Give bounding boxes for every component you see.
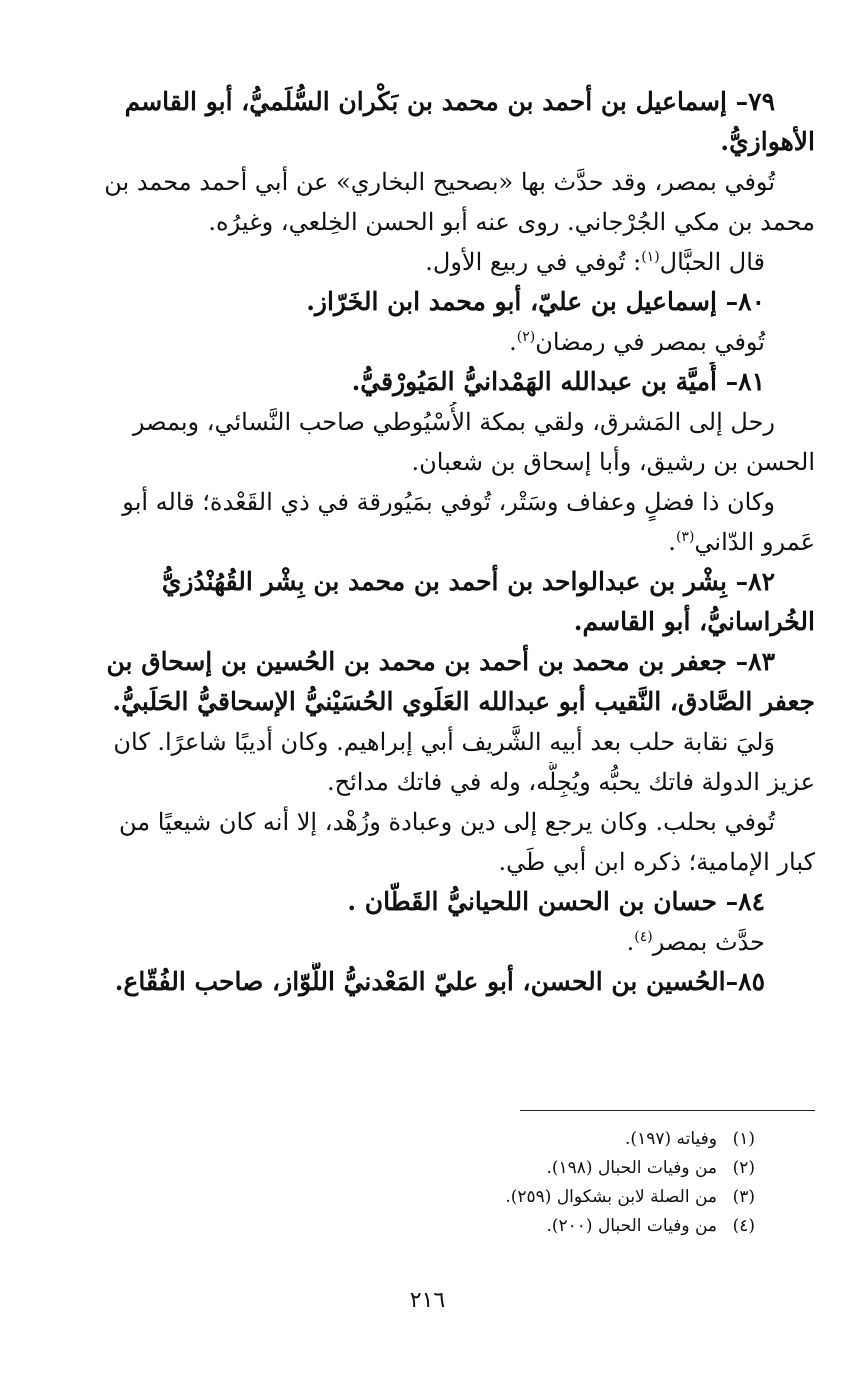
footnote-3 bbox=[40, 1183, 815, 1212]
footnote-ref-2: (٢) bbox=[516, 329, 536, 345]
entry-80-text bbox=[40, 322, 815, 362]
entry-79-text-line2: محمد بن مكي الجُرْجاني. روى عنه أبو الحسن الخِلعي، وغيرُه. bbox=[208, 208, 815, 236]
page-number: ٢١٦ bbox=[409, 1288, 446, 1313]
entry-84-text-part-a: حدَّث بمصر bbox=[652, 928, 765, 956]
entry-83-text-line4: كبار الإمامية؛ ذكره ابن أبي طَي. bbox=[498, 848, 815, 876]
entry-81-text-part-a: عَمرو الدّاني bbox=[694, 528, 815, 556]
footnote-number: (١) bbox=[732, 1129, 755, 1149]
footnote-text: من الصلة لابن بشكوال (٢٥٩). bbox=[505, 1187, 717, 1207]
entry-84-text bbox=[40, 922, 815, 962]
entry-79-text-part-a: قال الحبَّال bbox=[659, 248, 765, 276]
entry-85-heading: ٨٥–الحُسين بن الحسن، أبو عليّ المَعْدنيُّ اللَّوّاز، صاحب الفُقّاع. bbox=[114, 967, 765, 996]
footnote-number: (٣) bbox=[732, 1187, 755, 1207]
footnote-ref-4: (٤) bbox=[634, 929, 653, 945]
entry-80-heading: ٨٠– إسماعيل بن عليّ، أبو محمد ابن الخَرّاز. bbox=[306, 287, 765, 316]
entry-79-heading-line1: ٧٩– إسماعيل بن أحمد بن محمد بن بَكْران السُّلَميُّ، أبو القاسم bbox=[124, 87, 775, 116]
footnote-text: وفياته (١٩٧). bbox=[625, 1129, 717, 1149]
entry-80-text-part-a: تُوفي بمصر في رمضان bbox=[535, 328, 765, 356]
entry-81-text-line4 bbox=[40, 522, 815, 562]
footnote-text: من وفيات الحبال (٢٠٠). bbox=[546, 1216, 717, 1236]
entry-84-text-part-b: . bbox=[626, 928, 635, 956]
entry-81-text-line1: رحل إلى المَشرق، ولقي بمكة الأُسْيُوطي صاحب النَّسائي، وبمصر bbox=[132, 408, 775, 436]
entry-82-heading-line1: ٨٢– بِشْر بن عبدالواحد بن أحمد بن محمد بن بِشْر القُهُنْدُزيُّ bbox=[161, 567, 775, 596]
footnote-ref-1: (١) bbox=[641, 249, 660, 265]
entry-79-heading-line2: الأهوازيُّ. bbox=[720, 127, 815, 156]
footnote-4 bbox=[40, 1212, 815, 1241]
entry-83-text-line3: تُوفي بحلب. وكان يرجع إلى دين وعبادة وزُهْد، إلا أنه كان شيعيًا من bbox=[119, 808, 775, 836]
footnote-divider bbox=[520, 1110, 815, 1111]
entry-81-text-line2: الحسن بن رشيق، وأبا إسحاق بن شعبان. bbox=[411, 448, 815, 476]
entry-83-heading-line1: ٨٣– جعفر بن محمد بن أحمد بن محمد بن الحُسين بن إسحاق بن bbox=[106, 647, 775, 676]
entry-83-text-line2: عزيز الدولة فاتك يحبُّه ويُجِلُّه، وله في فاتك مدائح. bbox=[326, 768, 815, 796]
footnote-number: (٢) bbox=[732, 1158, 755, 1178]
entry-84-heading: ٨٤– حسان بن الحسن اللحيانيُّ القَطّان . bbox=[347, 887, 765, 916]
entry-81-text-line3: وكان ذا فضلٍ وعفاف وسَتْر، تُوفي بمَيُورقة في ذي القَعْدة؛ قاله أبو bbox=[122, 488, 775, 516]
entry-83-heading-line2: جعفر الصَّادق، النَّقيب أبو عبدالله العَلَوي الحُسَيْنيُّ الإسحاقيُّ الحَلَبيُّ. bbox=[112, 687, 815, 716]
footnotes-section bbox=[40, 1110, 815, 1241]
footnote-number: (٤) bbox=[732, 1216, 755, 1236]
footnote-text: من وفيات الحبال (١٩٨). bbox=[546, 1158, 717, 1178]
entry-83-text-line1: وَليَ نقابة حلب بعد أبيه الشَّريف أبي إبراهيم. وكان أديبًا شاعرًا. كان bbox=[113, 728, 775, 756]
footnote-1 bbox=[40, 1125, 815, 1154]
entry-81-text-part-b: . bbox=[668, 528, 676, 556]
entry-79-text-line3 bbox=[40, 242, 815, 282]
footnote-ref-3: (٣) bbox=[675, 529, 695, 545]
footnote-2 bbox=[40, 1154, 815, 1183]
entry-79-text-part-b: : تُوفي في ربيع الأول. bbox=[425, 248, 642, 276]
entry-79-text-line1: تُوفي بمصر، وقد حدَّث بها «بصحيح البخاري» عن أبي أحمد محمد بن bbox=[104, 168, 775, 196]
entry-80-text-part-b: . bbox=[509, 328, 517, 356]
page-body bbox=[40, 82, 815, 1002]
entry-82-heading-line2: الخُراسانيُّ، أبو القاسم. bbox=[573, 607, 815, 636]
entry-81-heading: ٨١– أُميَّة بن عبدالله الهَمْدانيُّ المَيُورْقيُّ. bbox=[351, 367, 765, 396]
